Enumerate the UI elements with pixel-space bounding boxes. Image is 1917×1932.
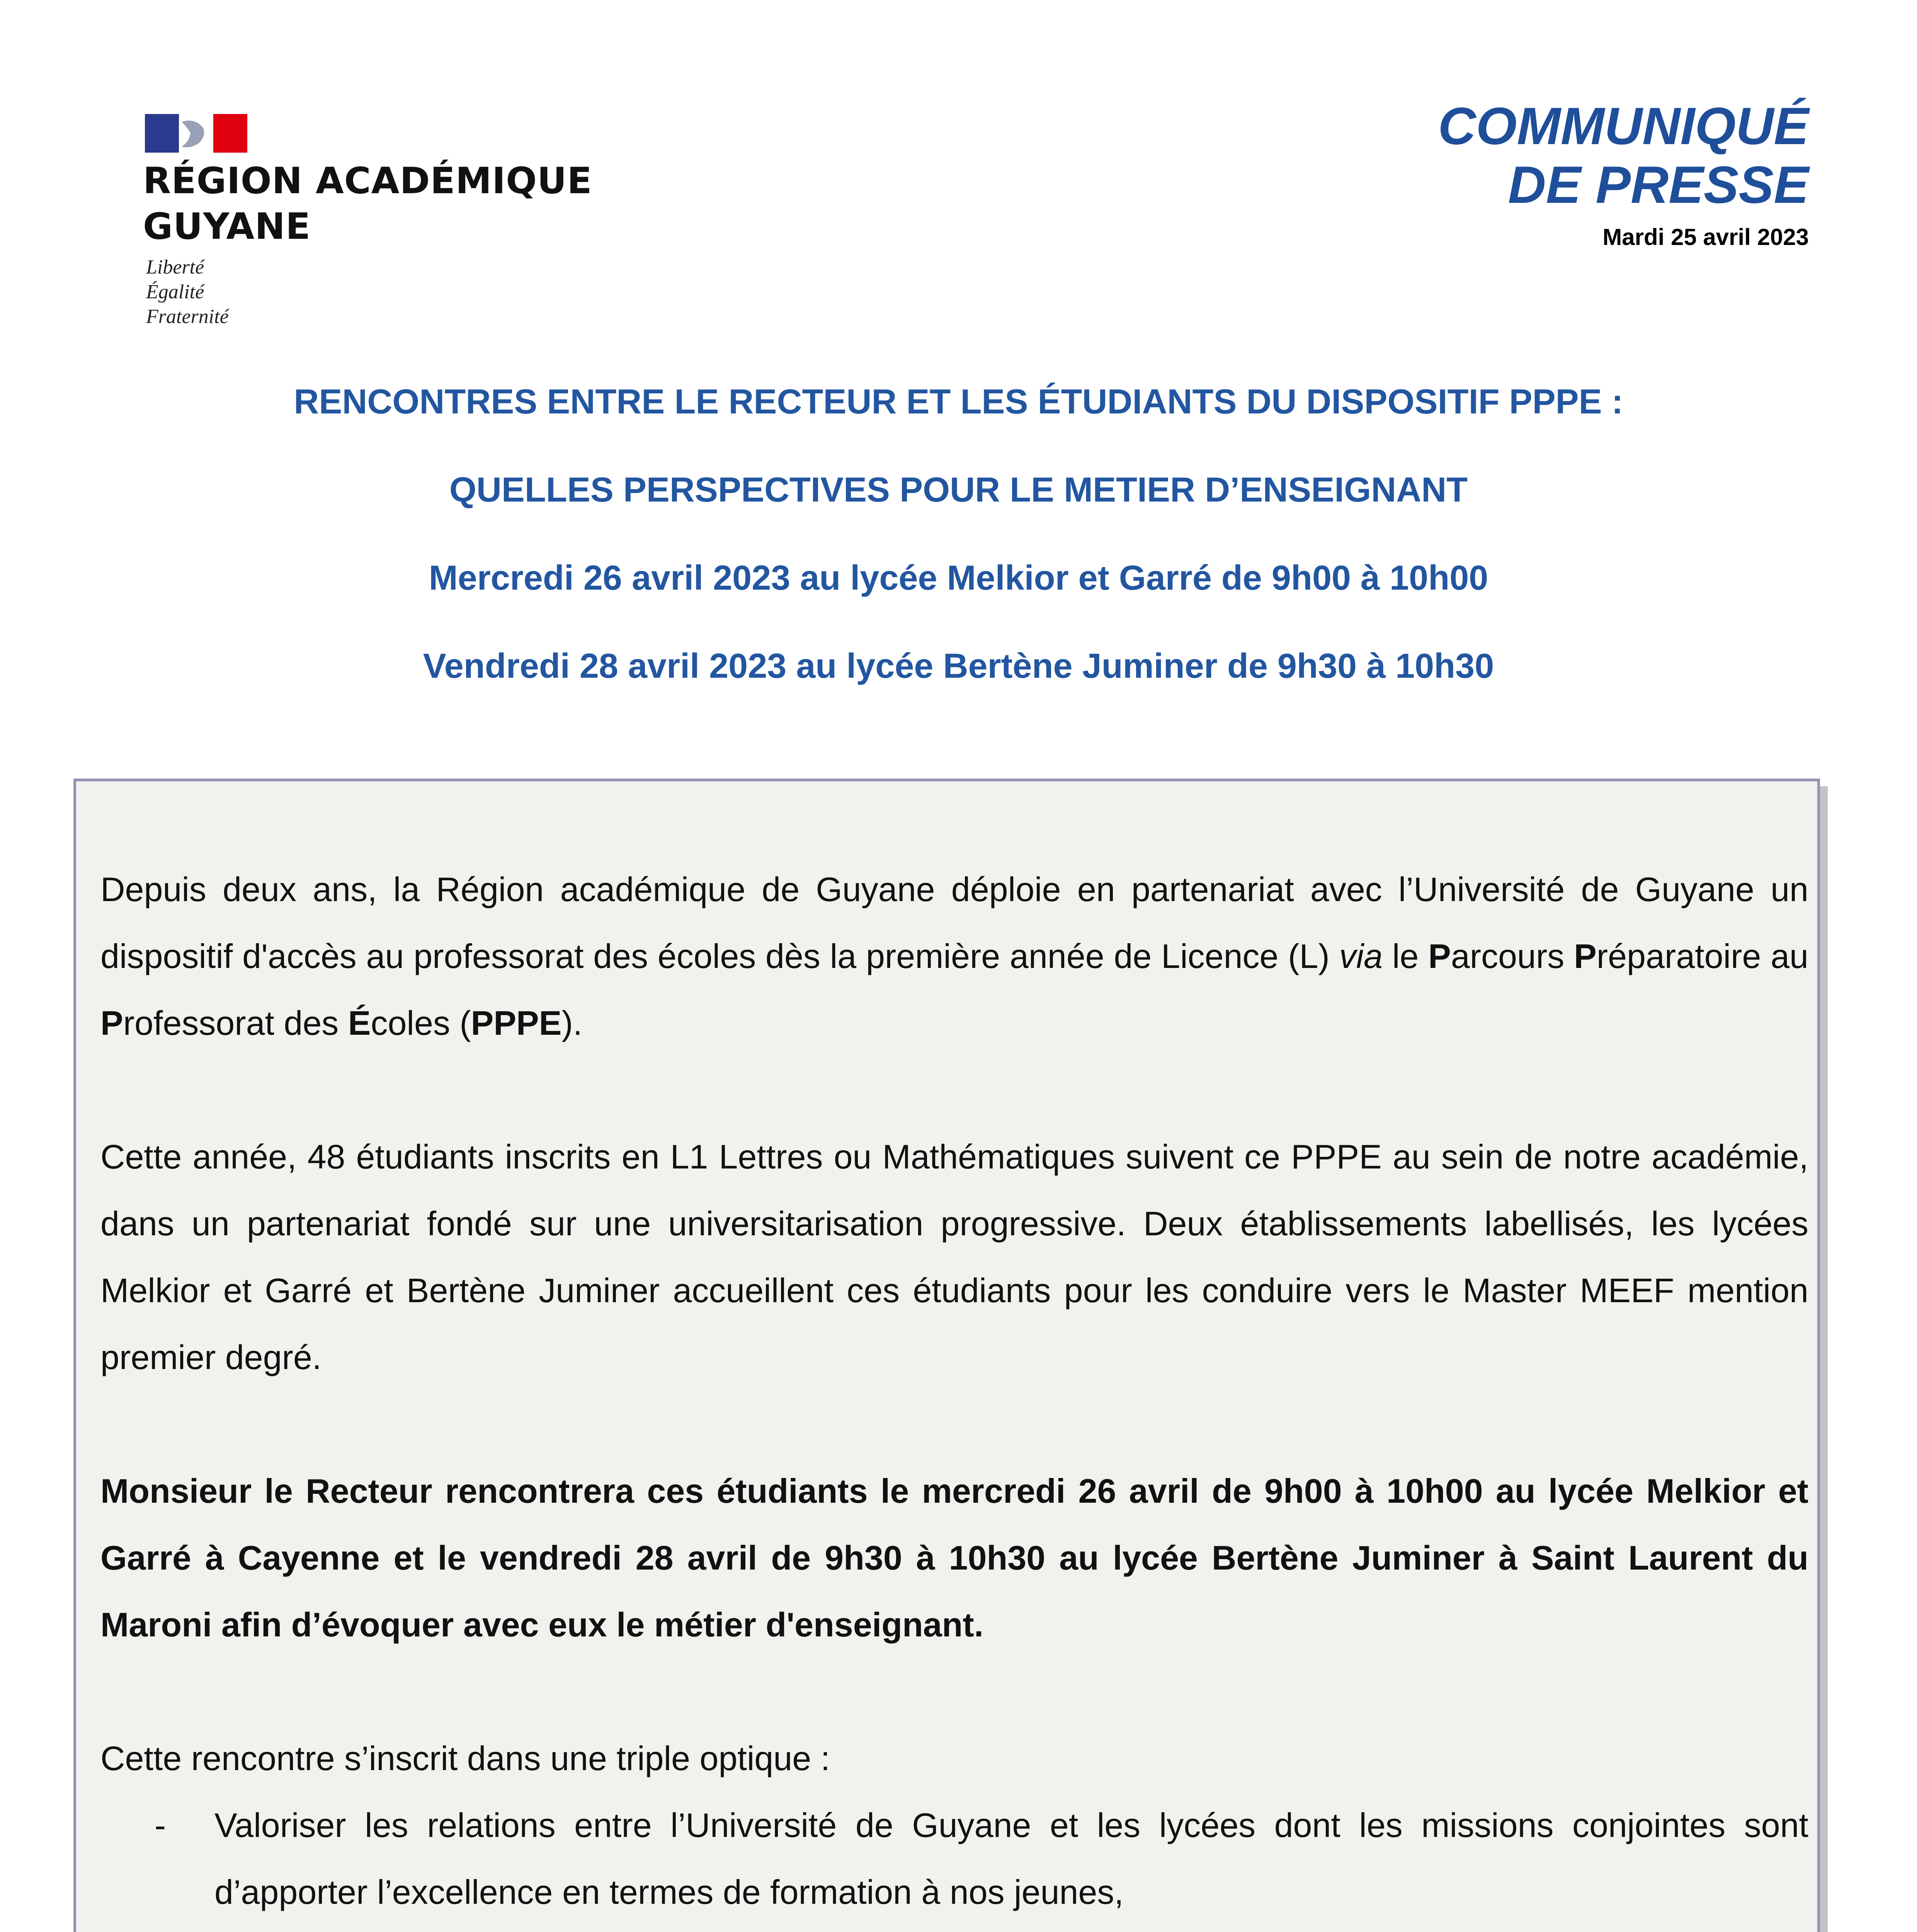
title-line1: RENCONTRES ENTRE LE RECTEUR ET LES ÉTUDIANTS DU DISPOSITIF PPPE : (294, 383, 1623, 421)
bullet-list (100, 1792, 1808, 1932)
p1-initial-p2: P (1574, 937, 1597, 975)
p1-via: via (1339, 937, 1383, 975)
title-line3: Mercredi 26 avril 2023 au lycée Melkior et Garré de 9h00 à 10h00 (429, 559, 1488, 597)
p1-text-a: Depuis deux ans, la Région académique de Guyane déploie en partenariat avec l’Université de Guyane un dispositif d'accès au professorat des écoles dès la première année de Licence (L) (100, 870, 1808, 975)
p3-bold: Monsieur le Recteur rencontrera ces étudiants le mercredi 26 avril de 9h00 à 10h00 au lycée Melkior et Garré à Cayenne et le vendredi 28 avril de 9h30 à 10h30 au lycée Bertène Juminer à Saint Laurent du Maroni afin d’évoquer avec eux le métier d'enseignant. (100, 1472, 1808, 1644)
list-item (100, 1792, 1808, 1925)
p1-word1: arcours (1451, 937, 1574, 975)
paragraph-4: Cette rencontre s’inscrit dans une triple optique : (100, 1739, 830, 1777)
devise-fraternite: Fraternité (146, 306, 229, 328)
p1-word2: réparatoire au (1596, 937, 1808, 975)
press-titles (77, 381, 1840, 733)
org-name (143, 158, 645, 250)
paragraph-1 (100, 856, 1808, 1056)
org-name-line2: GUYANE (143, 206, 311, 248)
p1-acronym: PPPE (471, 1004, 562, 1042)
communique-line2: DE PRESSE (1508, 155, 1809, 214)
communique-date: Mardi 25 avril 2023 (1602, 224, 1809, 250)
p1-word4: coles ( (371, 1004, 471, 1042)
p1-initial-p1: P (1428, 937, 1451, 975)
p1-word3: rofessorat des (123, 1004, 348, 1042)
marianne-logo (145, 114, 247, 153)
body-text (100, 856, 1808, 1932)
communique-title (1268, 97, 1809, 214)
p1-text-b: le (1383, 937, 1429, 975)
list-item (100, 1925, 1808, 1932)
org-name-line1: RÉGION ACADÉMIQUE (143, 160, 592, 202)
paragraph-3 (100, 1458, 1808, 1658)
list-item-text: Valoriser les relations entre l’Université de Guyane et les lycées dont les missions conjointes sont d’apporter l’excellence en termes de formation à nos jeunes, (214, 1806, 1808, 1911)
dash-marker (155, 1925, 166, 1932)
p1-initial-e: É (348, 1004, 371, 1042)
p1-initial-p3: P (100, 1004, 123, 1042)
title-line4: Vendredi 28 avril 2023 au lycée Bertène Juminer de 9h30 à 10h30 (423, 647, 1494, 685)
p1-end: ). (561, 1004, 583, 1042)
devise-liberte: Liberté (146, 256, 204, 278)
paragraph-2: Cette année, 48 étudiants inscrits en L1 Lettres ou Mathématiques suivent ce PPPE au sein de notre académie, dans un partenariat fondé sur une universitarisation progressive. Deux établissements labellisés, les lycées Melkior et Garré et Bertène Juminer accueillent ces étudiants pour les conduire vers le Master MEEF mention premier degré. (100, 1138, 1808, 1376)
devise-egalite: Égalité (146, 281, 204, 303)
devise (146, 255, 339, 329)
dash-marker: - (155, 1806, 166, 1844)
title-line2: QUELLES PERSPECTIVES POUR LE METIER D’ENSEIGNANT (449, 471, 1468, 509)
communique-line1: COMMUNIQUÉ (1438, 97, 1809, 155)
